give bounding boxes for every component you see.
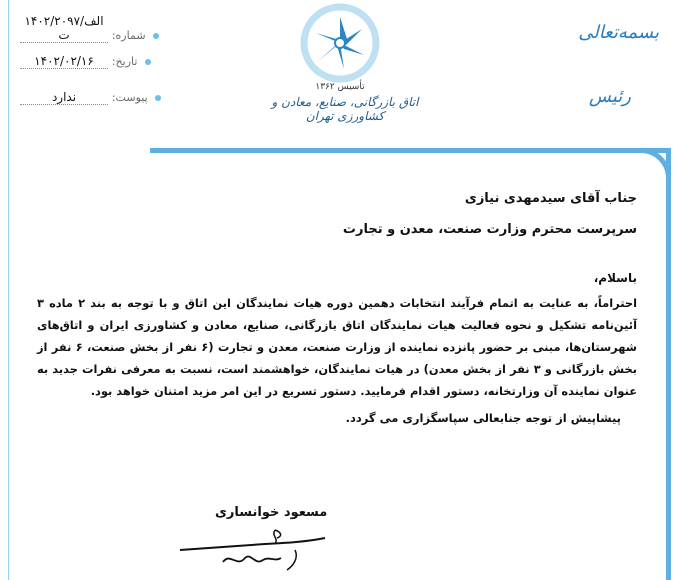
number-row — [20, 14, 159, 43]
letter-number-value: ۱۴۰۲/۲۰۹۷/الف ت — [20, 14, 108, 43]
letter-body — [37, 292, 637, 402]
attachment-value: ندارد — [20, 90, 108, 105]
signatory-name: مسعود خوانساری — [215, 505, 328, 520]
letter-date-label: :تاریخ — [111, 55, 138, 68]
handwritten-signature — [175, 522, 335, 580]
letterhead-frame-top — [150, 148, 671, 153]
invocation-heading: بسمه‌تعالی — [578, 22, 659, 43]
letter-body-paragraph: احتراماً، به عنایت به اتمام فرآیند انتخابات دهمین دوره هیات نمایندگان این اتاق و با توجه به بند ۲ ماده ۳ آئین‌نامه تشکیل و نحوه فعالیت هیات نمایندگان اتاق بازرگانی، صنایع، معادن و کشاورزی ایران و اتاق‌های شهرستان‌ها، مبنی بر حضور پانزده نماینده از وزارت صنعت، معدن و تجارت (۶ نفر از بخش صنعت، ۶ نفر از بخش بازرگانی و ۳ نفر از بخش معدن) در هیات نمایندگان، خواهشمند است، نسبت به معرفی نفرات جدید به عنوان نماینده آن وزارتخانه، دستور اقدام فرمایید. دستور تسریع در این امر مزید امتنان خواهد بود. — [37, 296, 638, 398]
letter-number-label: :شماره — [111, 29, 146, 42]
role-heading: رئیس — [588, 86, 631, 107]
closing-line: پیشاپیش از توجه جنابعالی سپاسگزاری می گردد. — [345, 411, 621, 425]
bullet-dot-icon — [153, 33, 159, 39]
org-founded-year: تأسیس ۱۳۶۲ — [315, 82, 365, 92]
recipient-name: جناب آقای سیدمهدی نیازی — [464, 191, 637, 206]
attachment-label: :پیوست — [111, 91, 148, 104]
greeting: باسلام، — [593, 271, 637, 285]
letter-date-value: ۱۴۰۲/۰۲/۱۶ — [20, 54, 108, 69]
date-row — [20, 54, 151, 69]
letterhead-frame-right — [666, 148, 671, 580]
org-name: اتاق بازرگانی، صنایع، معادن و کشاورزی تهران — [271, 95, 419, 123]
bullet-dot-icon — [155, 95, 161, 101]
chamber-of-commerce-emblem-icon — [300, 3, 380, 83]
bullet-dot-icon — [145, 59, 151, 65]
recipient-title: سرپرست محترم وزارت صنعت، معدن و تجارت — [342, 222, 637, 237]
left-margin-rule — [8, 0, 9, 580]
attachment-row — [20, 90, 161, 105]
letterhead-frame-corner — [631, 148, 671, 188]
